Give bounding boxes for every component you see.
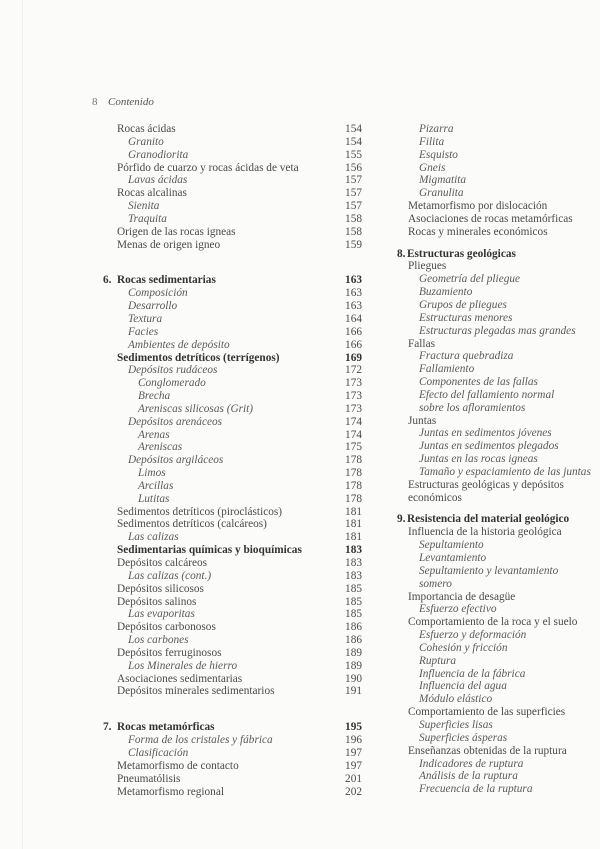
toc-entry [100, 621, 362, 634]
toc-entry [394, 226, 600, 239]
entry-page-number: 164 [345, 312, 362, 325]
entry-page-number: 178 [345, 479, 362, 492]
chapter-number: 9. [397, 513, 406, 526]
toc-entry [394, 603, 600, 616]
entry-page-number: 159 [345, 238, 362, 251]
toc-entry [100, 570, 362, 583]
toc-entry [100, 364, 362, 377]
toc-entry [394, 680, 600, 693]
entry-page-number: 173 [345, 402, 362, 415]
toc-entry [100, 454, 362, 467]
entry-page-number: 173 [345, 377, 362, 390]
toc-entry [394, 350, 600, 363]
entry-page-number: 185 [345, 608, 362, 621]
entry-title: Forma de los cristales y fábrica [128, 734, 273, 747]
entry-title: Ruptura [419, 654, 457, 667]
entry-title: Metamorfismo regional [117, 785, 224, 798]
entry-title: Rocas sedimentarias [117, 274, 216, 287]
toc-entry [100, 773, 362, 786]
entry-title: Las calizas [128, 531, 179, 544]
entry-title: Rocas ácidas [117, 123, 176, 135]
entry-title: Areniscas [138, 441, 183, 454]
entry-title: Pórfido de cuarzo y rocas ácidas de veta [117, 161, 299, 174]
entry-page-number: 202 [345, 785, 362, 798]
toc-entry [394, 338, 600, 351]
toc-entry [100, 673, 362, 686]
toc-entry [100, 136, 362, 149]
toc-entry [394, 363, 600, 376]
entry-page-number: 186 [345, 634, 362, 647]
toc-entry [394, 174, 600, 187]
entry-page-number: 183 [345, 557, 362, 569]
toc-entry [394, 578, 600, 591]
entry-title: Componentes de las fallas [419, 376, 538, 389]
entry-title: Estructuras plegadas mas grandes [419, 324, 576, 337]
toc-entry [100, 544, 362, 557]
entry-title: Granulita [419, 187, 464, 200]
entry-title: Juntas en sedimentos jóvenes [419, 427, 552, 440]
entry-title: Resistencia del material geológico [407, 513, 570, 526]
entry-title: Depósitos rudáceos [128, 364, 218, 377]
entry-title: Composición [128, 287, 188, 300]
entry-title: Superficies ásperas [419, 731, 508, 744]
toc-entry [394, 758, 600, 771]
entry-title: Esfuerzo efectivo [419, 603, 497, 616]
toc-entry [100, 634, 362, 647]
entry-page-number: 163 [345, 300, 362, 313]
toc-entry [394, 629, 600, 642]
chapter-number: 8. [397, 247, 406, 260]
entry-title: Desarrollo [128, 300, 178, 313]
toc-entry [394, 427, 600, 440]
entry-title: Superficies lisas [419, 718, 493, 731]
entry-title: Los Minerales de hierro [128, 659, 238, 672]
toc-entry [394, 123, 600, 136]
entry-page-number: 185 [345, 582, 362, 595]
entry-title: Juntas [408, 414, 437, 427]
entry-title: Pneumatólisis [117, 772, 181, 785]
toc-entry [100, 149, 362, 162]
toc-entry [100, 557, 362, 570]
toc-entry [394, 402, 600, 415]
entry-page-number: 201 [345, 772, 362, 785]
toc-entry [100, 747, 362, 760]
entry-title: Depósitos carbonosos [117, 621, 216, 634]
entry-title: Módulo elástico [419, 693, 493, 706]
entry-page-number: 163 [345, 274, 362, 287]
entry-title: Efecto del fallamiento normal [419, 388, 555, 401]
toc-entry [100, 608, 362, 621]
entry-title: Geometría del pliegue [419, 273, 521, 286]
entry-title: Las calizas (cont.) [128, 569, 212, 582]
toc-entry [394, 299, 600, 312]
toc-entry [394, 706, 600, 719]
entry-title: Las evaporitas [128, 608, 195, 621]
entry-page-number: 186 [345, 621, 362, 634]
toc-entry [100, 583, 362, 596]
entry-page-number: 191 [345, 685, 362, 698]
toc-chapter-entry [394, 513, 600, 526]
toc-entry [394, 526, 600, 539]
entry-page-number: 178 [345, 492, 362, 505]
entry-page-number: 174 [345, 415, 362, 428]
toc-entry [100, 213, 362, 226]
entry-title: sobre los afloramientos [419, 401, 526, 414]
entry-title: Tamaño y espaciamiento de las juntas [419, 465, 591, 478]
entry-title: Importancia de desagüe [408, 590, 516, 603]
entry-title: Asociaciones sedimentarias [117, 672, 243, 685]
toc-right-column [394, 123, 600, 796]
entry-title: Depósitos salinos [117, 595, 197, 608]
entry-title: Granito [128, 135, 164, 148]
entry-title: Esquisto [419, 148, 458, 161]
toc-entry [100, 493, 362, 506]
toc-entry [394, 260, 600, 273]
entry-title: Indicadores de ruptura [419, 757, 524, 770]
toc-entry [394, 286, 600, 299]
toc-entry [100, 300, 362, 313]
entry-title: Depósitos arenáceos [128, 415, 223, 428]
toc-entry [394, 693, 600, 706]
entry-title: Depósitos calcáreos [117, 557, 208, 569]
entry-page-number: 157 [345, 187, 362, 200]
entry-title: Cohesión y fricción [419, 641, 508, 654]
toc-entry [394, 565, 600, 578]
entry-title: Juntas en las rocas igneas [419, 453, 538, 466]
entry-page-number: 173 [345, 390, 362, 403]
entry-title: Estructuras menores [419, 311, 513, 324]
entry-title: Buzamiento [419, 286, 473, 299]
entry-title: Sepultamiento [419, 539, 484, 552]
toc-entry [394, 552, 600, 565]
entry-page-number: 189 [345, 659, 362, 672]
entry-title: Migmatita [419, 174, 467, 187]
entry-title: Menas de origen igneo [117, 238, 221, 251]
toc-entry [394, 415, 600, 428]
entry-page-number: 156 [345, 161, 362, 174]
entry-title: Granodiorita [128, 148, 189, 161]
entry-title: Depósitos ferruginosos [117, 646, 222, 659]
entry-page-number: 174 [345, 428, 362, 441]
toc-entry [394, 213, 600, 226]
entry-page-number: 163 [345, 287, 362, 300]
entry-title: económicos [408, 491, 462, 504]
entry-title: Influencia de la historia geológica [408, 526, 562, 539]
toc-entry [394, 655, 600, 668]
entry-title: Facies [128, 325, 159, 338]
toc-entry [100, 313, 362, 326]
toc-entry [100, 123, 362, 136]
toc-entry [394, 479, 600, 492]
entry-title: Ambientes de depósito [128, 338, 230, 351]
entry-page-number: 158 [345, 212, 362, 225]
entry-title: Fractura quebradiza [419, 350, 514, 363]
toc-left-column [100, 123, 362, 798]
entry-title: somero [419, 577, 452, 590]
toc-entry [100, 786, 362, 799]
toc-entry [394, 642, 600, 655]
entry-title: Comportamiento de la roca y el suelo [408, 616, 578, 629]
toc-entry [394, 440, 600, 453]
toc-entry [394, 200, 600, 213]
entry-page-number: 158 [345, 225, 362, 238]
toc-entry [100, 596, 362, 609]
entry-page-number: 197 [345, 746, 362, 759]
entry-title: Sienita [128, 200, 160, 213]
entry-title: Rocas y minerales económicos [408, 225, 548, 238]
toc-entry [100, 287, 362, 300]
entry-page-number: 178 [345, 467, 362, 480]
toc-entry [394, 616, 600, 629]
toc-entry [100, 441, 362, 454]
entry-title: Juntas en sedimentos plegados [419, 440, 559, 453]
entry-page-number: 190 [345, 672, 362, 685]
toc-entry [394, 187, 600, 200]
entry-title: Textura [128, 312, 163, 325]
toc-entry [100, 390, 362, 403]
entry-title: Influencia del agua [419, 680, 507, 693]
entry-page-number: 196 [345, 734, 362, 747]
entry-title: Origen de las rocas igneas [117, 225, 236, 238]
entry-title: Levantamiento [419, 552, 487, 564]
chapter-number: 7. [103, 721, 112, 734]
entry-page-number: 195 [345, 721, 362, 734]
entry-title: Lavas ácidas [128, 174, 188, 187]
scan-margin-shadow [22, 0, 23, 849]
toc-chapter-entry [394, 248, 600, 261]
toc-entry [100, 647, 362, 660]
entry-title: Metamorfismo por dislocación [408, 200, 548, 213]
toc-chapter-entry [100, 721, 362, 734]
entry-title: Arcillas [138, 479, 174, 492]
toc-entry [100, 518, 362, 531]
entry-page-number: 154 [345, 135, 362, 148]
toc-entry [394, 466, 600, 479]
toc-entry [100, 200, 362, 213]
entry-title: Fallamiento [419, 363, 475, 376]
entry-title: Filita [419, 135, 445, 148]
running-title: Contenido [108, 96, 154, 108]
entry-title: Arenas [138, 428, 170, 441]
entry-page-number: 185 [345, 595, 362, 608]
toc-entry [100, 734, 362, 747]
entry-title: Brecha [138, 390, 171, 403]
toc-entry [100, 685, 362, 698]
toc-entry [394, 719, 600, 732]
toc-entry [394, 149, 600, 162]
toc-entry [100, 239, 362, 252]
toc-entry [394, 312, 600, 325]
toc-entry [394, 162, 600, 175]
entry-title: Metamorfismo de contacto [117, 759, 239, 772]
chapter-number: 6. [103, 274, 112, 287]
toc-entry [394, 770, 600, 783]
toc-entry [394, 745, 600, 758]
entry-title: Sedimentos detríticos (piroclásticos) [117, 505, 283, 518]
toc-entry [100, 377, 362, 390]
entry-page-number: 157 [345, 174, 362, 187]
toc-entry [394, 376, 600, 389]
entry-page-number: 181 [345, 505, 362, 518]
entry-page-number: 197 [345, 759, 362, 772]
entry-page-number: 172 [345, 364, 362, 377]
entry-title: Sedimentos detríticos (terrígenos) [117, 351, 280, 364]
entry-title: Conglomerado [138, 377, 206, 390]
entry-title: Esfuerzo y deformación [419, 629, 527, 642]
toc-entry [100, 429, 362, 442]
toc-entry [100, 174, 362, 187]
toc-chapter-entry [100, 274, 362, 287]
toc-entry [100, 352, 362, 365]
toc-entry [100, 416, 362, 429]
toc-entry [100, 326, 362, 339]
entry-title: Rocas metamórficas [117, 721, 215, 734]
entry-page-number: 183 [345, 569, 362, 582]
entry-title: Limos [138, 467, 166, 480]
toc-entry [100, 506, 362, 519]
toc-entry [100, 467, 362, 480]
page-number: 8 [92, 96, 98, 108]
toc-entry [100, 403, 362, 416]
entry-title: Sedimentarias químicas y bioquímicas [117, 544, 302, 557]
entry-title: Areniscas silicosas (Grit) [138, 402, 254, 415]
toc-entry [394, 539, 600, 552]
entry-title: Sedimentos detríticos (calcáreos) [117, 518, 267, 531]
entry-title: Fallas [408, 337, 435, 350]
toc-entry [394, 453, 600, 466]
entry-title: Grupos de pliegues [419, 298, 507, 311]
entry-page-number: 169 [345, 351, 362, 364]
entry-title: Influencia de la fábrica [419, 667, 526, 680]
toc-entry [100, 480, 362, 493]
entry-title: Sepultamiento y levantamiento [419, 564, 559, 577]
toc-entry [100, 760, 362, 773]
toc-entry [394, 273, 600, 286]
entry-page-number: 178 [345, 454, 362, 467]
entry-title: Comportamiento de las superficies [408, 706, 566, 719]
entry-title: Pizarra [419, 123, 454, 135]
entry-title: Gneis [419, 161, 446, 174]
toc-entry [100, 531, 362, 544]
entry-title: Clasificación [128, 746, 189, 759]
entry-page-number: 181 [345, 531, 362, 544]
entry-page-number: 166 [345, 338, 362, 351]
toc-entry [100, 226, 362, 239]
toc-entry [100, 162, 362, 175]
entry-page-number: 181 [345, 518, 362, 531]
toc-entry [394, 668, 600, 681]
toc-entry [394, 591, 600, 604]
entry-page-number: 183 [345, 544, 362, 557]
entry-title: Traquita [128, 212, 167, 225]
toc-entry [394, 389, 600, 402]
entry-page-number: 175 [345, 441, 362, 454]
entry-title: Depósitos argiláceos [128, 454, 224, 467]
toc-entry [394, 492, 600, 505]
entry-title: Depósitos minerales sedimentarios [117, 685, 275, 698]
toc-entry [100, 187, 362, 200]
entry-page-number: 154 [345, 123, 362, 135]
entry-title: Análisis de la ruptura [419, 770, 518, 783]
toc-entry [394, 136, 600, 149]
entry-title: Depósitos silicosos [117, 582, 204, 595]
entry-page-number: 155 [345, 148, 362, 161]
toc-entry [394, 783, 600, 796]
entry-title: Frecuencia de la ruptura [419, 783, 533, 796]
entry-title: Lutitas [138, 492, 170, 505]
entry-title: Los carbones [128, 634, 189, 647]
entry-title: Rocas alcalinas [117, 187, 187, 200]
entry-page-number: 189 [345, 646, 362, 659]
entry-title: Enseñanzas obtenidas de la ruptura [408, 744, 567, 757]
toc-entry [100, 660, 362, 673]
entry-page-number: 166 [345, 325, 362, 338]
entry-title: Estructuras geológicas y depósitos [408, 478, 564, 491]
entry-title: Asociaciones de rocas metamórficas [408, 212, 573, 225]
entry-page-number: 157 [345, 200, 362, 213]
toc-entry [394, 325, 600, 338]
toc-entry [394, 732, 600, 745]
entry-title: Estructuras geológicas [407, 247, 516, 260]
entry-title: Pliegues [408, 260, 447, 273]
toc-entry [100, 339, 362, 352]
